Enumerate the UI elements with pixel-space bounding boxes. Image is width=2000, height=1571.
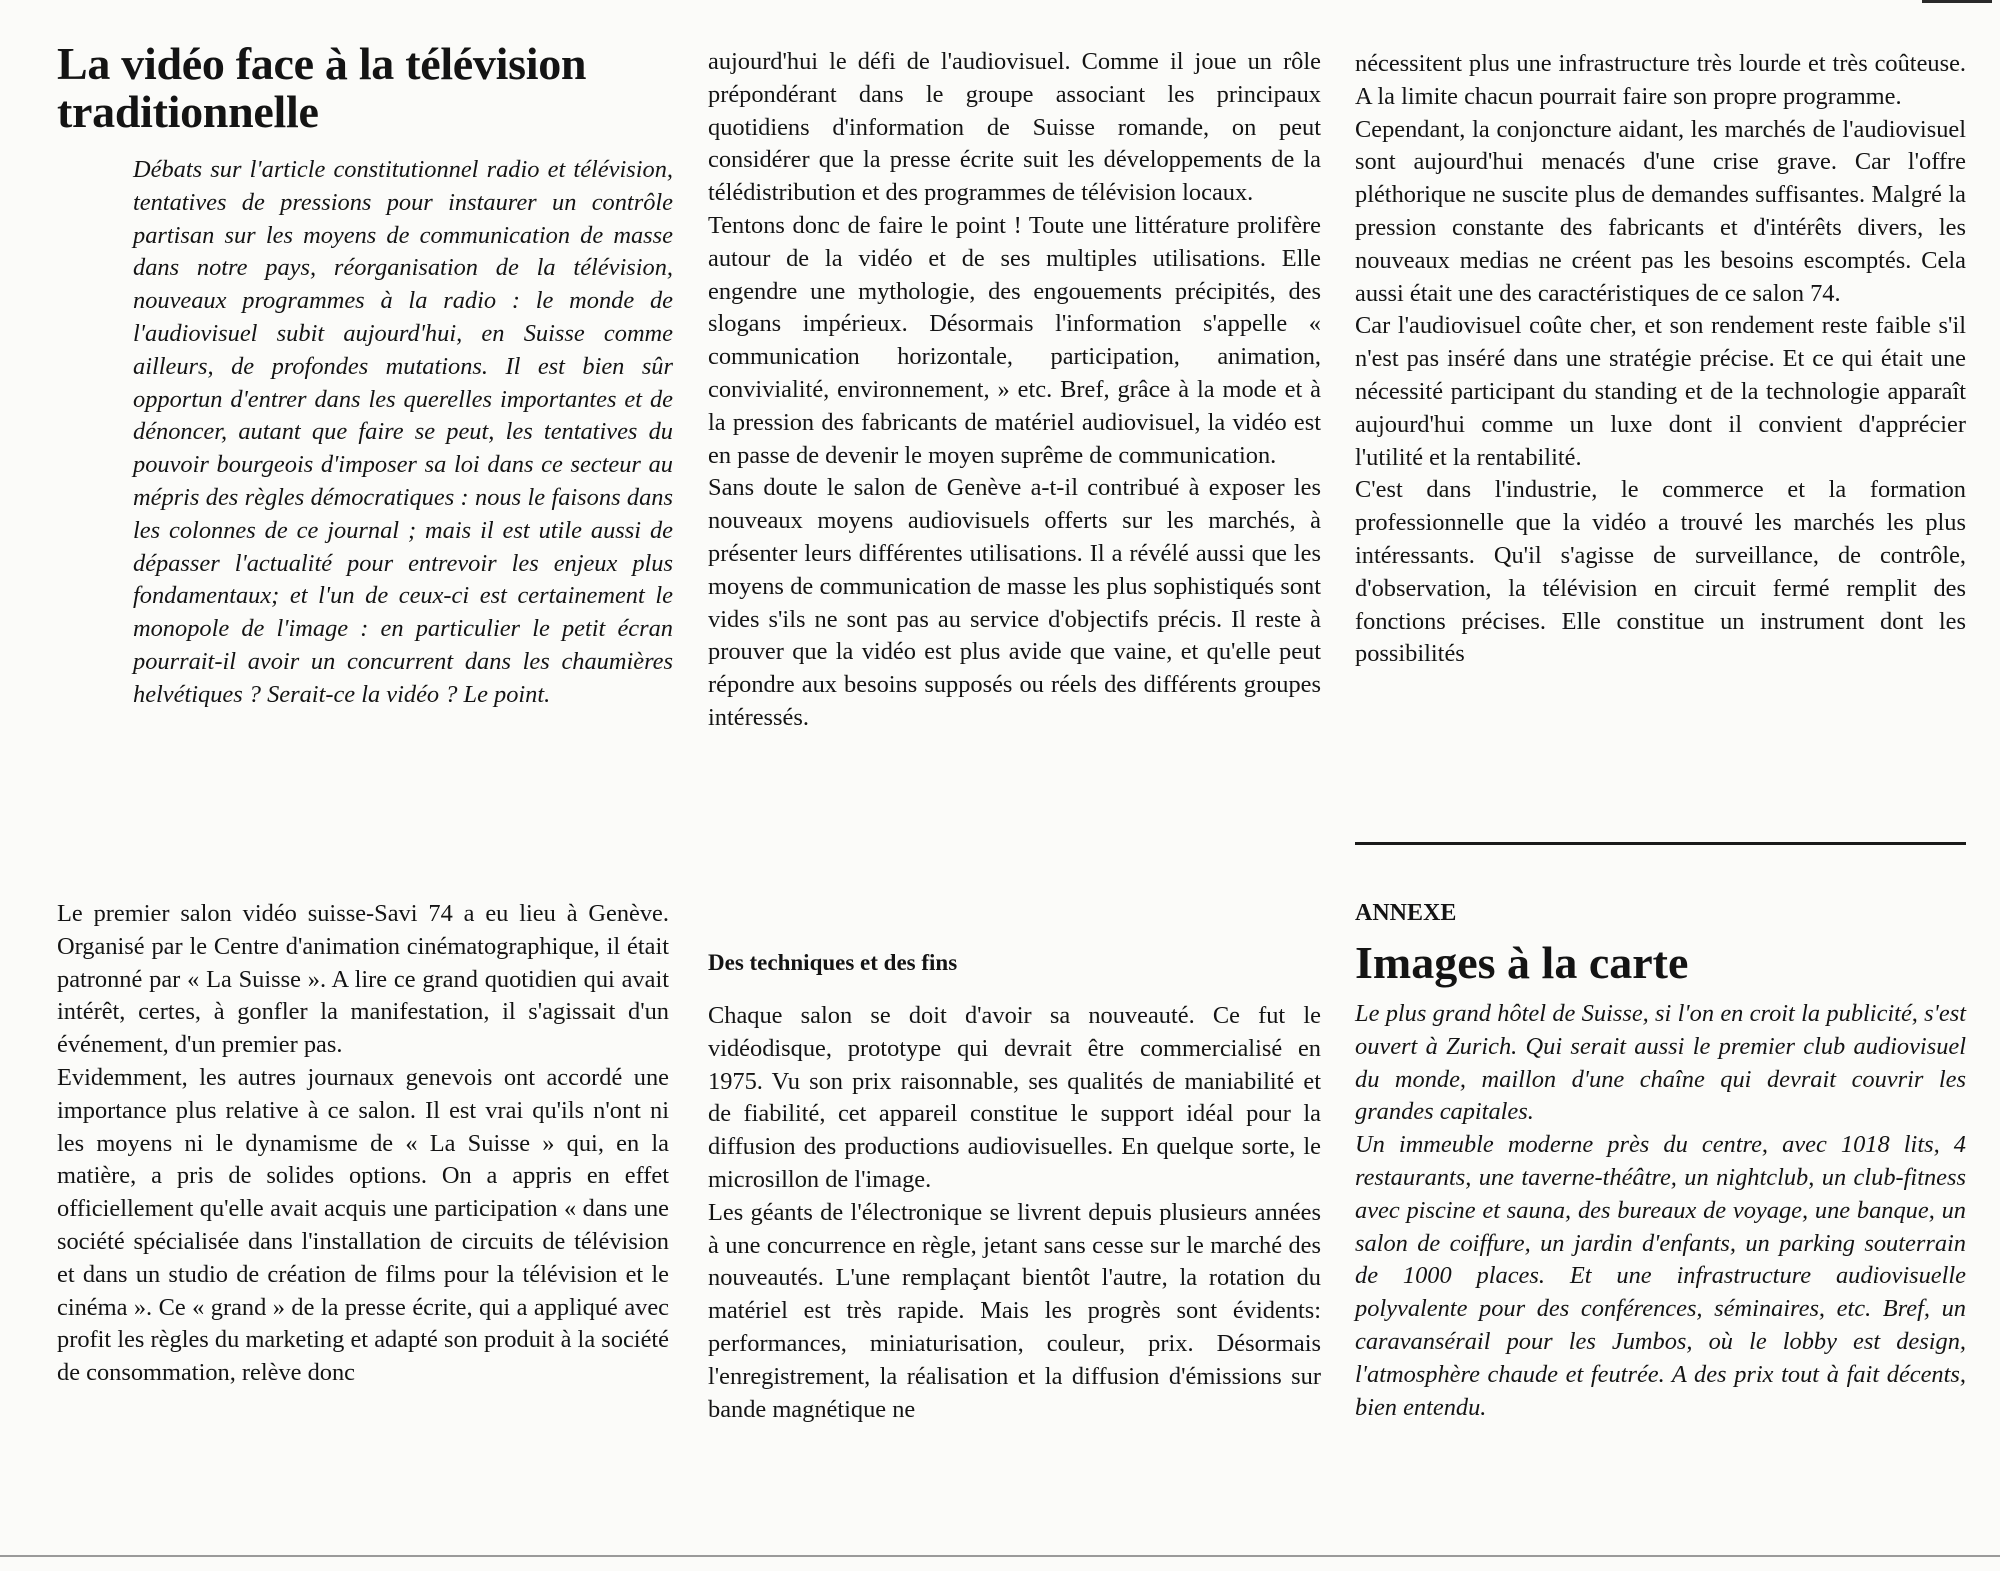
paragraph: aujourd'hui le défi de l'audiovisuel. Comme il joue un rôle prépondérant dans le groupe associant les principaux quotidiens d'information de Suisse romande, on peut considérer que la presse écrite suit les développements de la télédistribution et des programmes de télévision locaux. [708, 48, 1321, 207]
paragraph: Le plus grand hôtel de Suisse, si l'on en croit la publicité, s'est ouvert à Zurich. Qui serait aussi le premier club audiovisuel du monde, maillon d'une chaîne qui devrait couvrir les grandes capitales. [1355, 1000, 1966, 1126]
paragraph: Evidemment, les autres journaux genevois ont accordé une importance plus relative à ce salon. Il est vrai qu'ils n'ont ni les moyens ni le dynamisme de « La Suisse » qui, en la matière, a pris de solides options. On a appris en effet officiellement qu'elle avait acquis une participation « dans une société spécialisée dans l'installation de circuits de télévision et dans un studio de création de films pour la télévision et le cinéma ». Ce « grand » de la presse écrite, qui a appliqué avec profit les règles du marketing et adapté son produit à la société de consommation, relève donc [57, 1063, 669, 1387]
article-title: La vidéo face à la télévision traditionnelle [57, 38, 587, 137]
section-heading: Des techniques et des fins [708, 950, 958, 975]
paragraph: Cependant, la conjoncture aidant, les marchés de l'audiovisuel sont aujourd'hui menacés d'une crise grave. Car l'offre pléthorique ne suscite plus de demandes suffisantes. Malgré la pression constante des fabricants et d'intérêts divers, les nouveaux medias ne créent pas les besoins escomptés. Cela aussi était une des caractéristiques de ce salon 74. [1355, 115, 1966, 307]
annex-label: ANNEXE [1355, 900, 1457, 926]
article-body-col1 [57, 898, 669, 1390]
scan-edge-mark [1922, 0, 1992, 3]
paragraph: Les géants de l'électronique se livrent depuis plusieurs années à une concurrence en règle, jetant sans cesse sur le marché des nouveautés. L'une remplaçant bientôt l'autre, la rotation du matériel est très rapide. Mais les progrès sont évidents: performances, miniaturisation, couleur, prix. Désormais l'enregistrement, la réalisation et la diffusion d'émissions sur bande magnétique ne [708, 1198, 1321, 1423]
article-body-col2-bottom [708, 1000, 1321, 1426]
paragraph: Le premier salon vidéo suisse-Savi 74 a eu lieu à Genève. Organisé par le Centre d'animation cinématographique, il était patronné par « La Suisse ». A lire ce grand quotidien qui avait intérêt, certes, à gonfler la manifestation, il s'agissait d'un événement, d'un premier pas. [57, 900, 669, 1059]
paragraph: Car l'audiovisuel coûte cher, et son rendement reste faible s'il n'est pas inséré dans une stratégie précise. Et ce qui était une nécessité participant du standing et de la technologie apparaît aujourd'hui comme un luxe dont il convient d'apprécier l'utilité et la rentabilité. [1355, 312, 1966, 471]
article-body-col2-top [708, 46, 1321, 735]
paragraph: Un immeuble moderne près du centre, avec 1018 lits, 4 restaurants, une taverne-théâtre, un nightclub, un club-fitness avec piscine et sauna, des bureaux de voyage, une banque, un salon de coiffure, un jardin d'enfants, un parking souterrain de 1000 places. Et une infrastructure audiovisuelle polyvalente pour des conférences, séminaires, etc. Bref, un caravansérail pour les Jumbos, où le lobby est design, l'atmosphère chaude et feutrée. A des prix tout à fait décents, bien entendu. [1355, 1131, 1966, 1421]
article-intro: Débats sur l'article constitutionnel radio et télévision, tentatives de pressions pour instaurer un contrôle partisan sur les moyens de communication de masse dans notre pays, réorganisation de la télévision, nouveaux programmes à la radio : le monde de l'audiovisuel subit aujourd'hui, en Suisse comme ailleurs, de profondes mutations. Il est bien sûr opportun d'entrer dans les querelles importantes et de dénoncer, autant que faire se peut, les tentatives du pouvoir bourgeois d'imposer sa loi dans ce secteur au mépris des règles démocratiques : nous le faisons dans les colonnes de ce journal ; mais il est utile aussi de dépasser l'actualité pour entrevoir les enjeux plus fondamentaux; et l'un de ceux-ci est certainement le monopole de l'image : en particulier le petit écran pourrait-il avoir un concurrent dans les chaumières helvétiques ? Serait-ce la vidéo ? Le point. [133, 156, 673, 708]
paragraph: Chaque salon se doit d'avoir sa nouveauté. Ce fut le vidéodisque, prototype qui devrait être commercialisé en 1975. Vu son prix raisonnable, ses qualités de maniabilité et de fiabilité, cet appareil constitue le support idéal pour la diffusion des productions audiovisuelles. En quelque sorte, le microsillon de l'image. [708, 1002, 1321, 1193]
paragraph: Tentons donc de faire le point ! Toute une littérature prolifère autour de la vidéo et de ses multiples utilisations. Elle engendre une mythologie, des engouements précipités, des slogans impérieux. Désormais l'information s'appelle « communication horizontale, participation, animation, convivialité, environnement, » etc. Bref, grâce à la mode et à la pression des fabricants de matériel audiovisuel, la vidéo est en passe de devenir le moyen suprême de communication. [708, 211, 1321, 469]
paragraph: C'est dans l'industrie, le commerce et la formation professionnelle que la vidéo a trouvé les marchés les plus intéressants. Qu'il s'agisse de surveillance, de contrôle, d'observation, la télévision en circuit fermé remplit des fonctions précises. Elle constitue un instrument dont les possibilités [1355, 476, 1966, 668]
article-body-col3 [1355, 48, 1966, 671]
paragraph: Sans doute le salon de Genève a-t-il contribué à exposer les nouveaux moyens audiovisuels offerts sur les marchés, à présenter leurs différentes utilisations. Il a révélé aussi que les moyens de communication de masse les plus sophistiqués sont vides s'ils ne sont pas au service d'objectifs précis. Il reste à prouver que la vidéo est plus avide que vaine, et qu'elle peut répondre aux besoins supposés ou réels des différents groupes intéressés. [708, 474, 1321, 731]
annex-title: Images à la carte [1355, 937, 1689, 988]
paragraph: nécessitent plus une infrastructure très lourde et très coûteuse. A la limite chacun pourrait faire son propre programme. [1355, 50, 1966, 110]
annex-body [1355, 998, 1966, 1424]
page-bottom-edge [0, 1555, 2000, 1557]
section-divider [1355, 842, 1966, 845]
